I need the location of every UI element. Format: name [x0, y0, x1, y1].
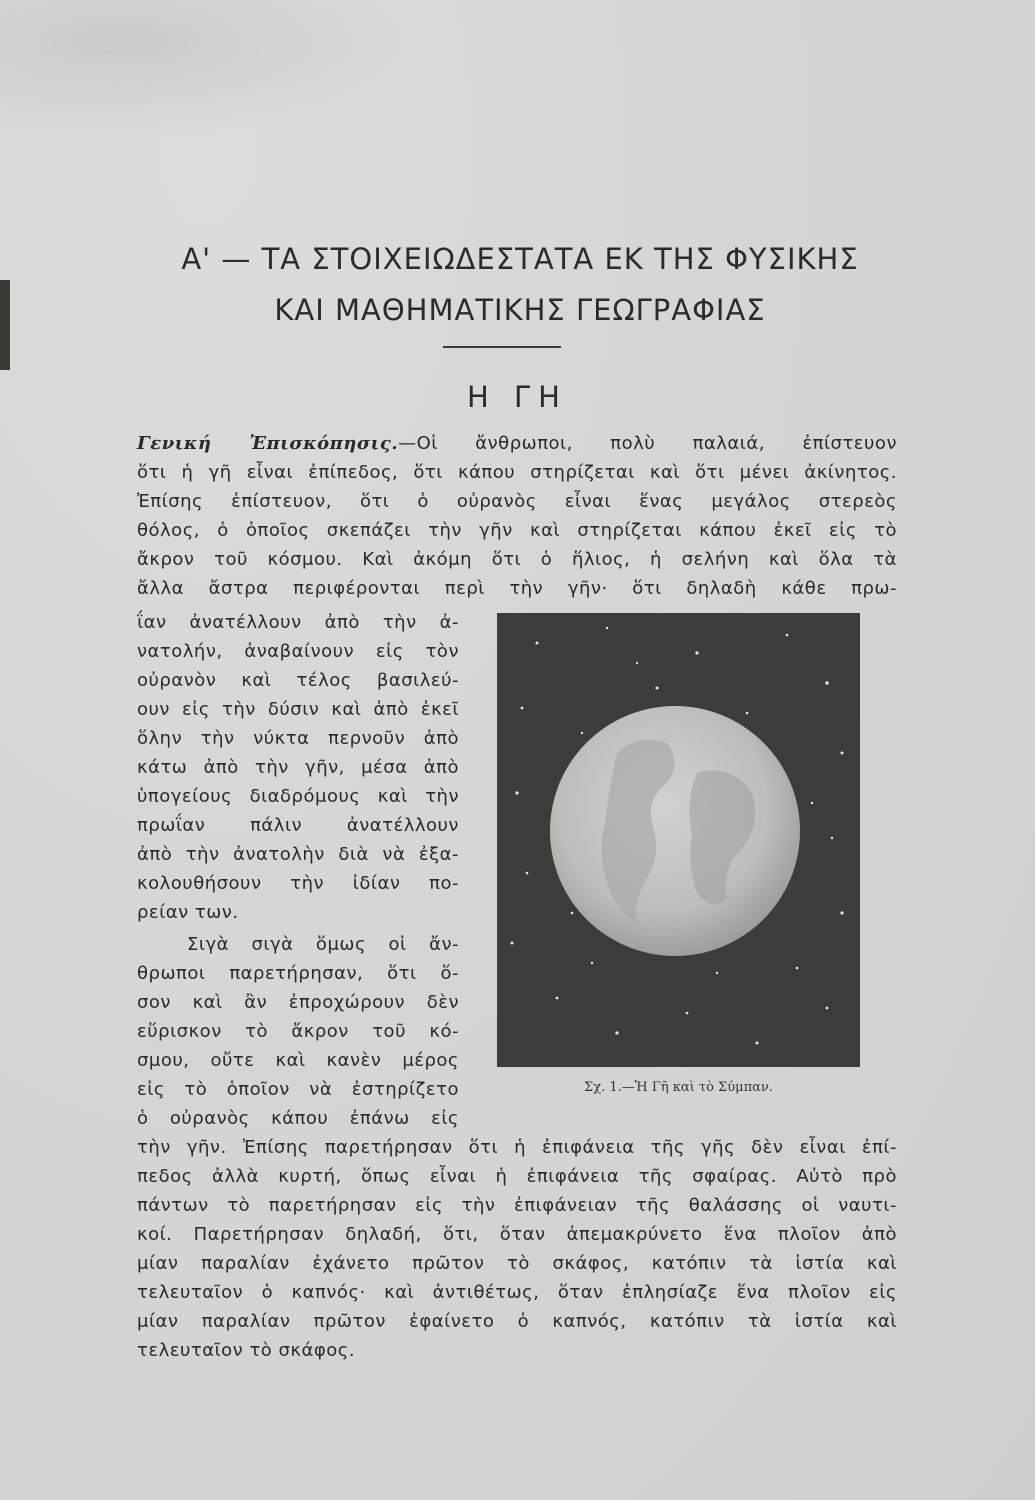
paragraph-2-narrow-line: Σιγὰ σιγὰ ὅμως οἱ ἄν-: [187, 934, 459, 955]
paragraph-2-narrow-line: σον καὶ ἂν ἐπροχώρουν δὲν: [137, 992, 459, 1013]
paragraph-1-narrow-line: ουν εἰς τὴν δύσιν καὶ ἀπὸ ἐκεῖ: [137, 699, 459, 720]
paper-stain: [0, 0, 420, 140]
paragraph-2-narrow-line: σμου, οὔτε καὶ κανὲν μέρος: [137, 1050, 459, 1071]
paragraph-2-line: τὴν γῆν. Ἐπίσης παρετήρησαν ὅτι ἡ ἐπιφάνεια τῆς γῆς δὲν εἶναι ἐπί-: [137, 1137, 897, 1158]
paragraph-1-narrow-line: ΐαν ἀνατέλλουν ἀπὸ τὴν ἀ-: [137, 612, 459, 633]
paragraph-1-narrow-line: πρωΐαν πάλιν ἀνατέλλουν: [137, 815, 459, 836]
figure-caption: Σχ. 1.—Ἡ Γῆ καὶ τὸ Σύμπαν.: [584, 1080, 773, 1095]
paragraph-2-narrow-line: ὁ οὐρανὸς κάπου ἐπάνω εἰς: [137, 1108, 459, 1129]
paragraph-1-line-6: ἄλλα ἄστρα περιφέρονται περὶ τὴν γῆν· ὅτι δηλαδὴ κάθε πρω-: [137, 578, 897, 599]
paragraph-1-narrow-line: κάτω ἀπὸ τὴν γῆν, μέσα ἀπὸ: [137, 757, 459, 778]
chapter-heading-line-2: ΚΑΙ ΜΑΘΗΜΑΤΙΚΗΣ ΓΕΩΓΡΑΦΙΑΣ: [274, 293, 766, 327]
binding-edge-mark: [0, 280, 10, 370]
earth-illustration: [497, 613, 860, 1067]
heading-rule: [443, 346, 561, 348]
paragraph-1-narrow-line: ὅλην τὴν νύκτα περνοῦν ἀπὸ: [137, 728, 459, 749]
paragraph-1-narrow-line: κολουθήσουν τὴν ἰδίαν πο-: [137, 873, 459, 894]
paragraph-1-narrow-line: οὐρανὸν καὶ τέλος βασιλεύ-: [137, 670, 459, 691]
paragraph-1-line-2: ὅτι ἡ γῆ εἶναι ἐπίπεδος, ὅτι κάπου στηρίζεται καὶ ὅτι μένει ἀκίνητος.: [137, 462, 897, 483]
paragraph-text: —Οἱ ἄνθρωποι, πολὺ παλαιά, ἐπίστευον: [398, 433, 897, 454]
paragraph-lead: Γενική Ἐπισκόπησις.: [137, 433, 399, 454]
paragraph-1-narrow-line: ἀπὸ τὴν ἀνατολὴν διὰ νὰ ἐξα-: [137, 844, 459, 865]
paragraph-2-line: μίαν παραλίαν ἐχάνετο πρῶτον τὸ σκάφος, κατόπιν τὰ ἱστία καὶ: [137, 1253, 897, 1274]
paragraph-1-narrow-line: ρείαν των.: [137, 902, 239, 923]
paragraph-2-narrow-line: εἰς τὸ ὁποῖον νὰ ἐστηρίζετο: [137, 1079, 459, 1100]
paragraph-1-line-5: ἄκρον τοῦ κόσμου. Καὶ ἀκόμη ὅτι ὁ ἥλιος, ἡ σελήνη καὶ ὅλα τὰ: [137, 549, 897, 570]
paragraph-1-line-4: θόλος, ὁ ὁποῖος σκεπάζει τὴν γῆν καὶ στηρίζεται κάπου ἐκεῖ εἰς τὸ: [137, 520, 897, 541]
globe: [550, 706, 800, 956]
earth-figure: [497, 613, 860, 1067]
paragraph-2-line: μίαν παραλίαν πρῶτον ἐφαίνετο ὁ καπνός, κατόπιν τὰ ἱστία καὶ: [137, 1311, 897, 1332]
section-title: Η ΓΗ: [467, 380, 568, 414]
paragraph-1-narrow-line: νατολήν, ἀναβαίνουν εἰς τὸν: [137, 641, 459, 662]
paragraph-2-line: τελευταῖον ὁ καπνός· καὶ ἀντιθέτως, ὅταν ἐπλησίαζε ἕνα πλοῖον εἰς: [137, 1282, 897, 1303]
paragraph-1-line-3: Ἐπίσης ἐπίστευον, ὅτι ὁ οὐρανὸς εἶναι ἕνας μεγάλος στερεὸς: [137, 491, 897, 512]
paragraph-2-line: κοί. Παρετήρησαν δηλαδή, ὅτι, ὅταν ἀπεμακρύνετο ἕνα πλοῖον ἀπὸ: [137, 1224, 897, 1245]
chapter-heading-line-1: Α' — ΤΑ ΣΤΟΙΧΕΙΩΔΕΣΤΑΤΑ ΕΚ ΤΗΣ ΦΥΣΙΚΗΣ: [181, 242, 859, 276]
paragraph-2-narrow-line: θρωποι παρετήρησαν, ὅτι ὅ-: [137, 963, 459, 984]
paragraph-2-narrow-line: εὕρισκον τὸ ἄκρον τοῦ κό-: [137, 1021, 459, 1042]
paragraph-2-line: τελευταῖον τὸ σκάφος.: [137, 1340, 356, 1361]
paragraph-2-line: πάντων τὸ παρετήρησαν εἰς τὴν ἐπιφάνειαν τῆς θαλάσσης οἱ ναυτι-: [137, 1195, 897, 1216]
paragraph-1-narrow-line: ὑπογείους διαδρόμους καὶ τὴν: [137, 786, 459, 807]
paragraph-1-line-1: [137, 433, 897, 454]
paragraph-2-line: πεδος ἀλλὰ κυρτή, ὅπως εἶναι ἡ ἐπιφάνεια τῆς σφαίρας. Αὐτὸ πρὸ: [137, 1166, 897, 1187]
